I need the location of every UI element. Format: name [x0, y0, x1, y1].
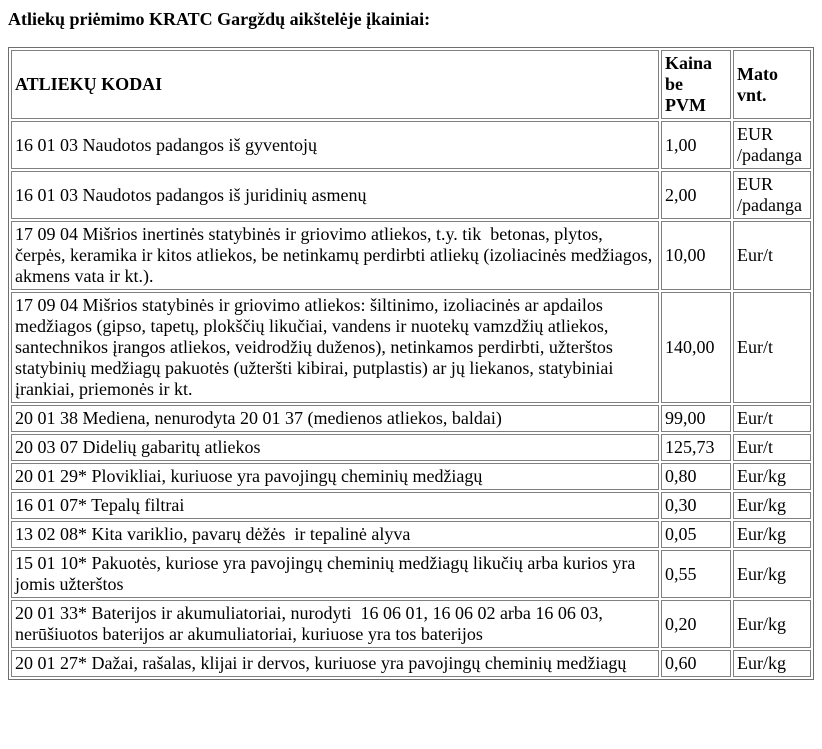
unit-cell: Eur/kg [733, 650, 811, 677]
table-row [11, 463, 811, 490]
price-cell: 0,80 [661, 463, 731, 490]
waste-code-cell: 20 01 29* Plovikliai, kuriuose yra pavojingų cheminių medžiagų [11, 463, 659, 490]
table-row [11, 600, 811, 648]
header-row [11, 50, 811, 119]
table-row [11, 550, 811, 598]
unit-cell: Eur/t [733, 292, 811, 403]
waste-code-cell: 20 01 38 Mediena, nenurodyta 20 01 37 (medienos atliekos, baldai) [11, 405, 659, 432]
waste-code-cell: 20 01 27* Dažai, rašalas, klijai ir dervos, kuriuose yra pavojingų cheminių medžiagų [11, 650, 659, 677]
table-row [11, 292, 811, 403]
unit-cell: Eur/kg [733, 550, 811, 598]
unit-cell: EUR /padanga [733, 171, 811, 219]
table-row [11, 171, 811, 219]
price-cell: 125,73 [661, 434, 731, 461]
unit-cell: Eur/kg [733, 600, 811, 648]
table-row [11, 521, 811, 548]
waste-code-cell: 16 01 03 Naudotos padangos iš gyventojų [11, 121, 659, 169]
price-cell: 0,20 [661, 600, 731, 648]
unit-cell: Eur/t [733, 221, 811, 290]
waste-code-cell: 17 09 04 Mišrios statybinės ir griovimo atliekos: šiltinimo, izoliacinės ar apdailos medžiagos (gipso, tapetų, plokščių likučiai, vandens ir nuotekų vamzdžių atliekos, santechnikos įrangos atliekos, veidrodžių duženos), netinkamos perdirbti, užterštos statybinių medžiagų pakuotės (užteršti kibirai, putplastis) ar jų liekanos, statybiniai įrankiai, priemonės ir kt. [11, 292, 659, 403]
table-row [11, 221, 811, 290]
unit-cell: Eur/t [733, 434, 811, 461]
waste-code-cell: 17 09 04 Mišrios inertinės statybinės ir griovimo atliekos, t.y. tik betonas, plytos, čerpės, keramika ir kitos atliekos, be netinkamų perdirbti atliekų (izoliacinės medžiagos, akmens vata ir kt.). [11, 221, 659, 290]
price-cell: 0,30 [661, 492, 731, 519]
price-cell: 140,00 [661, 292, 731, 403]
unit-cell: Eur/kg [733, 463, 811, 490]
header-waste-codes: ATLIEKŲ KODAI [11, 50, 659, 119]
price-table-body [11, 121, 811, 677]
price-cell: 2,00 [661, 171, 731, 219]
price-cell: 10,00 [661, 221, 731, 290]
waste-code-cell: 16 01 03 Naudotos padangos iš juridinių asmenų [11, 171, 659, 219]
unit-cell: Eur/t [733, 405, 811, 432]
unit-cell: Eur/kg [733, 492, 811, 519]
table-row [11, 405, 811, 432]
waste-code-cell: 20 03 07 Didelių gabaritų atliekos [11, 434, 659, 461]
unit-cell: Eur/kg [733, 521, 811, 548]
waste-code-cell: 16 01 07* Tepalų filtrai [11, 492, 659, 519]
unit-cell: EUR /padanga [733, 121, 811, 169]
waste-code-cell: 20 01 33* Baterijos ir akumuliatoriai, nurodyti 16 06 01, 16 06 02 arba 16 06 03, nerūšiuotos baterijos ar akumuliatoriai, kuriuose yra tos baterijos [11, 600, 659, 648]
price-cell: 0,05 [661, 521, 731, 548]
price-table-header [11, 50, 811, 119]
waste-code-cell: 13 02 08* Kita variklio, pavarų dėžės ir tepalinė alyva [11, 521, 659, 548]
table-row [11, 650, 811, 677]
price-cell: 0,60 [661, 650, 731, 677]
header-price-ex-vat: Kaina be PVM [661, 50, 731, 119]
waste-code-cell: 15 01 10* Pakuotės, kuriose yra pavojingų cheminių medžiagų likučių arba kurios yra jomis užterštos [11, 550, 659, 598]
header-unit: Mato vnt. [733, 50, 811, 119]
price-cell: 0,55 [661, 550, 731, 598]
page-title: Atliekų priėmimo KRATC Gargždų aikštelėje įkainiai: [8, 9, 431, 29]
table-row [11, 121, 811, 169]
price-cell: 1,00 [661, 121, 731, 169]
table-row [11, 492, 811, 519]
table-row [11, 434, 811, 461]
price-cell: 99,00 [661, 405, 731, 432]
price-table [8, 47, 814, 680]
